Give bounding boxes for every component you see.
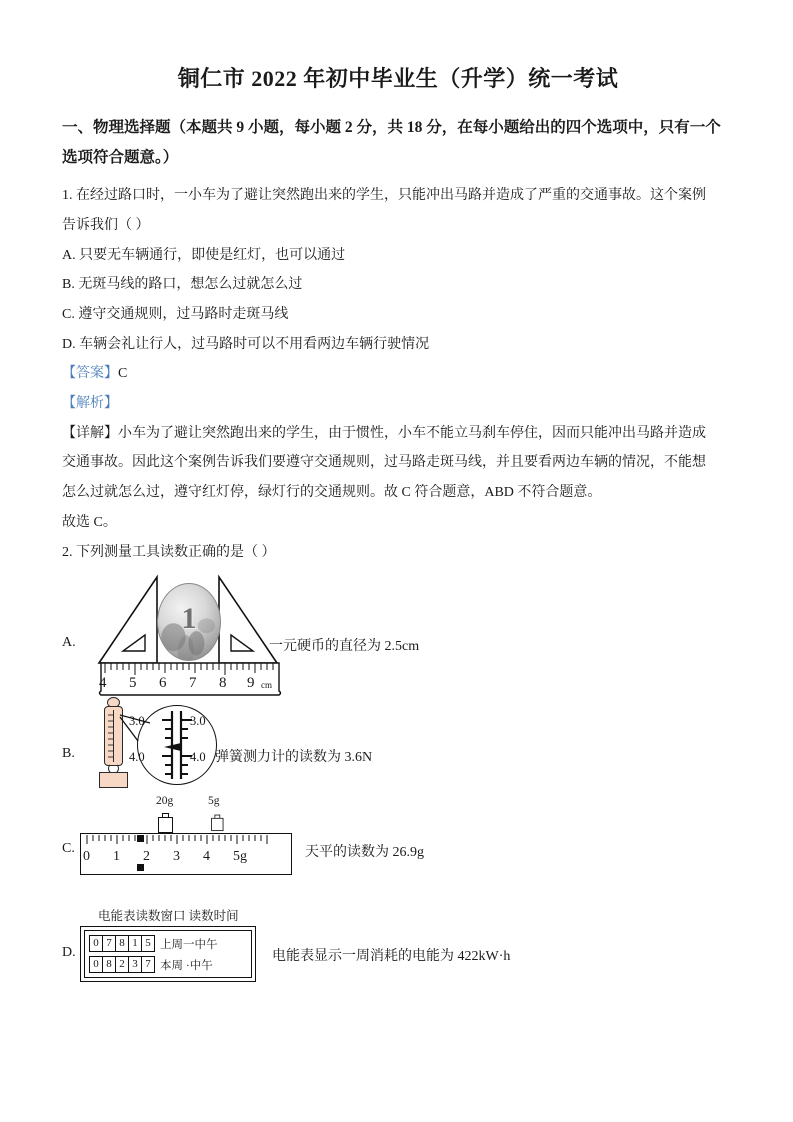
question-1-detail-line-1 xyxy=(62,419,734,449)
ruler-labels xyxy=(95,675,285,697)
analysis-label: 【解析】 xyxy=(62,396,118,412)
question-2-stem: 2. 下列测量工具读数正确的是（ ） xyxy=(62,544,276,560)
detail-label: 【详解】 xyxy=(62,425,118,441)
rider-label-20g: 20g xyxy=(156,795,174,808)
digit: 5 xyxy=(145,937,151,950)
option-b-description: 弹簧测力计的读数为 3.6N xyxy=(215,750,373,766)
question-2-option-a[interactable] xyxy=(62,573,734,698)
digit: 0 xyxy=(90,936,103,951)
ruler-unit: cm xyxy=(261,680,272,691)
digit: 0 xyxy=(90,957,103,972)
digit: 8 xyxy=(103,957,116,972)
page-title: 铜仁市 2022 年初中毕业生（升学）统一考试 xyxy=(177,66,619,91)
question-2-option-d[interactable] xyxy=(62,909,734,1003)
digit: 7 xyxy=(145,958,151,971)
dial-label-right-4: 4.0 xyxy=(190,750,206,765)
balance-figure xyxy=(80,795,300,877)
option-a-description: 一元硬币的直径为 2.5cm xyxy=(269,639,420,655)
digit: 7 xyxy=(103,936,116,951)
question-1-option-d[interactable]: D. 车辆会礼让行人，过马路时可以不用看两边车辆行驶情况 xyxy=(62,336,430,352)
rider-label-5g: 5g xyxy=(208,795,220,808)
balance-slider xyxy=(137,835,144,842)
option-d-letter: D. xyxy=(62,945,76,961)
section-heading: 一、物理选择题（本题共 9 小题，每小题 2 分，共 18 分，在每小题给出的四个选项中，只有一个选项符合题意。） xyxy=(62,119,721,167)
spring-scale-ticks xyxy=(105,707,122,765)
exam-page xyxy=(62,0,734,1003)
option-d-description: 电能表显示一周消耗的电能为 422kW·h xyxy=(272,949,511,965)
balance-tick-4: 4 xyxy=(203,849,210,865)
rider-weight-20g xyxy=(158,813,171,831)
electricity-meter-figure xyxy=(80,909,280,986)
question-1-stem-line-1: 1. 在经过路口时，一小车为了避让突然跑出来的学生，只能冲出马路并造成了严重的交通事故。这个案例 xyxy=(62,188,706,204)
ruler-tick-7: 7 xyxy=(189,675,197,692)
hanging-weight xyxy=(99,772,128,788)
ruler-tick-5: 5 xyxy=(129,675,137,692)
question-1-option-a[interactable]: A. 只要无车辆通行，即使是红灯，也可以通过 xyxy=(62,247,346,263)
answer-value: C xyxy=(118,366,128,382)
meter-row-last-week xyxy=(89,933,247,954)
spring-scale-body xyxy=(104,706,123,766)
one-yuan-coin xyxy=(157,583,221,661)
balance-scale-labels xyxy=(81,849,289,871)
question-1-detail-line-2: 交通事故。因此这个案例告诉我们要遵守交通规则，过马路走斑马线，并且要看两边车辆的情况，不能想 xyxy=(62,455,706,471)
meter-row-this-week xyxy=(89,954,247,975)
question-2-option-b[interactable] xyxy=(62,701,734,801)
option-a-letter: A. xyxy=(62,635,76,651)
meter-digits-last-week xyxy=(89,935,155,952)
balance-tick-0: 0 xyxy=(83,849,90,865)
digit: 3 xyxy=(129,957,142,972)
question-1-option-c[interactable]: C. 遵守交通规则，过马路时走斑马线 xyxy=(62,307,289,323)
balance-tick-2: 2 xyxy=(143,849,150,865)
question-1-detail-line-3: 怎么过就怎么过，遵守红灯停，绿灯行的交通规则。故 C 符合题意，ABD 不符合题意。 xyxy=(62,485,602,501)
option-c-description: 天平的读数为 26.9g xyxy=(305,845,424,861)
meter-outer-frame xyxy=(80,926,256,982)
option-b-letter: B. xyxy=(62,746,75,762)
meter-header-label: 电能表读数窗口 读数时间 xyxy=(98,909,239,924)
rider-weight-5g xyxy=(211,815,222,830)
ruler-tick-9: 9 xyxy=(247,675,255,692)
question-1-option-b[interactable]: B. 无斑马线的路口，想怎么过就怎么过 xyxy=(62,277,303,293)
ruler-tick-8: 8 xyxy=(219,675,227,692)
option-c-letter: C. xyxy=(62,841,75,857)
meter-digits-this-week xyxy=(89,956,155,973)
question-1-stem-line-2: 告诉我们（ ） xyxy=(62,218,150,234)
meter-inner-frame xyxy=(84,930,252,978)
question-1-answer xyxy=(62,359,734,389)
meter-time-last-week: 上周一中午 xyxy=(160,938,218,951)
coin-texture xyxy=(158,584,220,660)
ruler-tick-6: 6 xyxy=(159,675,167,692)
meter-time-this-week: 本周 ·中午 xyxy=(160,959,213,972)
question-1-analysis-label xyxy=(62,389,734,419)
digit: 8 xyxy=(116,936,129,951)
question-2-option-c[interactable] xyxy=(62,795,734,891)
dial-label-left-4: 4.0 xyxy=(129,750,145,765)
balance-tick-5g: 5g xyxy=(233,849,247,865)
balance-beam xyxy=(80,833,292,875)
detail-text-1: 小车为了避让突然跑出来的学生，由于惯性，小车不能立马刹车停住，因而只能冲出马路并造成 xyxy=(118,425,706,441)
digit: 1 xyxy=(129,936,142,951)
ruler-coin-figure xyxy=(95,573,285,693)
ruler-tick-4: 4 xyxy=(99,675,107,692)
question-2 xyxy=(62,538,734,1004)
answer-label: 【答案】 xyxy=(62,366,118,382)
question-2-figures xyxy=(62,573,734,1003)
question-1 xyxy=(62,181,734,537)
balance-tick-1: 1 xyxy=(113,849,120,865)
dial-label-right-3: 3.0 xyxy=(190,714,206,729)
magnifier-circle xyxy=(129,705,217,785)
question-1-detail-line-4: 故选 C。 xyxy=(62,514,117,530)
balance-tick-3: 3 xyxy=(173,849,180,865)
digit: 2 xyxy=(116,957,129,972)
dial-label-left-3: 3.0 xyxy=(129,714,145,729)
